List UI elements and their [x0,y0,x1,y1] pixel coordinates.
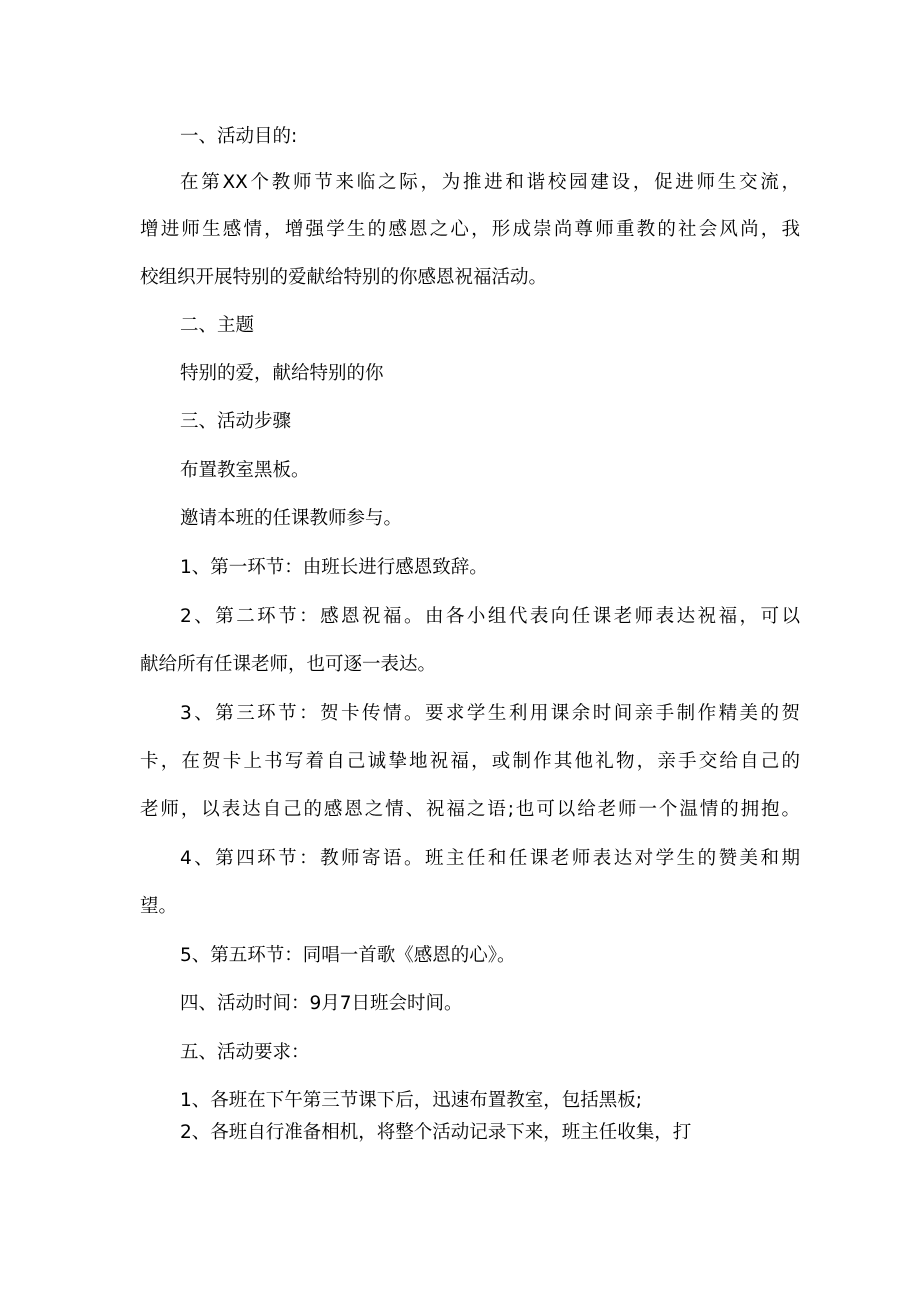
step-3: 3、第三环节：贺卡传情。要求学生利用课余时间亲手制作精美的贺 [180,703,800,724]
paragraph-line: 布置教室黑板。 [180,460,310,481]
paragraph-line: 邀请本班的任课教师参与。 [180,508,403,529]
theme-text: 特别的爱，献给特别的你 [180,363,384,384]
paragraph-line: 卡，在贺卡上书写着自己诚挚地祝福，或制作其他礼物，亲手交给自己的 [140,751,800,772]
paragraph-line: 校组织开展特别的爱献给特别的你感恩祝福活动。 [140,267,548,288]
heading-time: 四、活动时间：9月7日班会时间。 [180,993,463,1014]
paragraph-line: 献给所有任课老师，也可逐一表达。 [140,654,437,675]
step-2: 2、第二环节：感恩祝福。由各小组代表向任课老师表达祝福，可以 [180,606,800,627]
step-4: 4、第四环节：教师寄语。班主任和任课老师表达对学生的赞美和期 [180,848,800,869]
step-5: 5、第五环节：同唱一首歌《感恩的心》。 [180,945,516,966]
requirement-1: 1、各班在下午第三节课下后，迅速布置教室，包括黑板; [180,1090,643,1111]
requirement-2: 2、各班自行准备相机，将整个活动记录下来，班主任收集，打 [180,1122,692,1143]
heading-requirements: 五、活动要求： [180,1042,310,1063]
paragraph-line: 增进师生感情，增强学生的感恩之心，形成崇尚尊师重教的社会风尚，我 [140,219,800,240]
paragraph-line: 老师，以表达自己的感恩之情、祝福之语;也可以给老师一个温情的拥抱。 [140,799,800,820]
heading-theme: 二、主题 [180,315,255,336]
paragraph-line: 望。 [140,896,178,917]
heading-steps: 三、活动步骤 [180,411,292,432]
step-1: 1、第一环节：由班长进行感恩致辞。 [180,557,488,578]
heading-purpose: 一、活动目的: [180,126,298,147]
paragraph-line: 在第XX个教师节来临之际，为推进和谐校园建设，促进师生交流， [180,172,800,193]
